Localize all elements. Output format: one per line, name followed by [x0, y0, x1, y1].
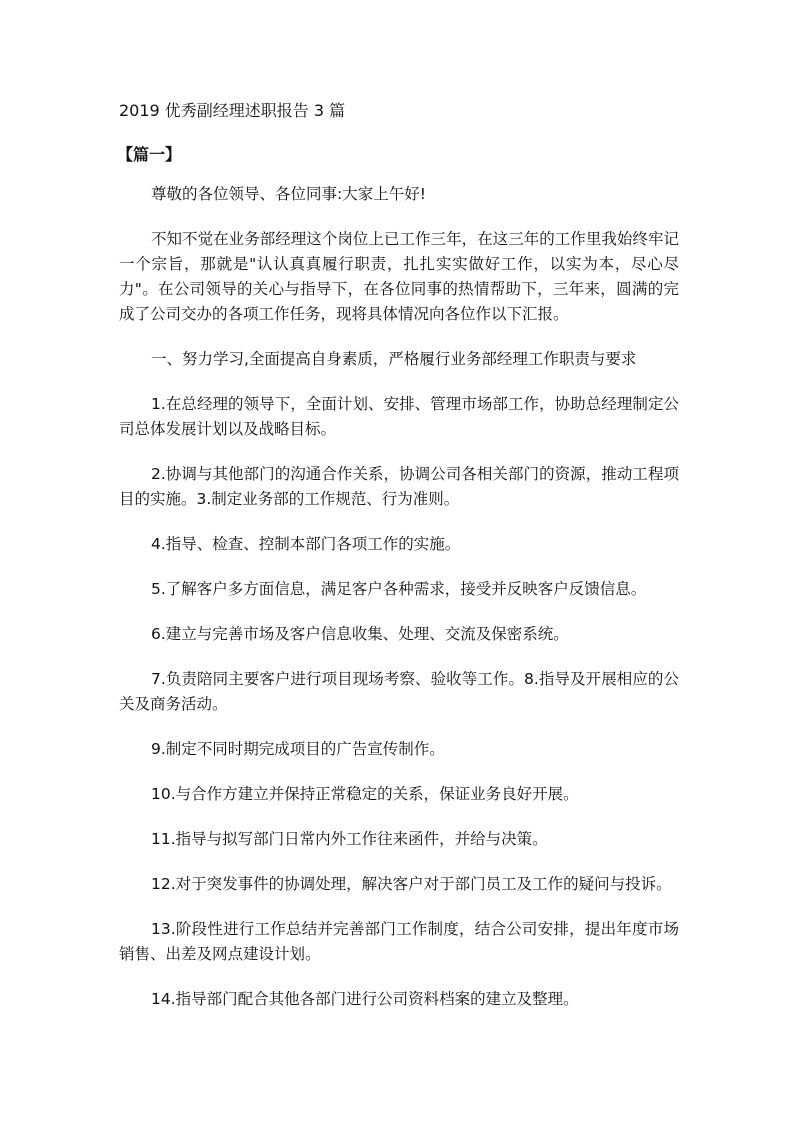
list-item: 1.在总经理的领导下，全面计划、安排、管理市场部工作，协助总经理制定公司总体发展计划以及战略目标。 [119, 395, 679, 438]
list-item: 14.指导部门配合其他各部门进行公司资料档案的建立及整理。 [151, 990, 579, 1008]
intro-paragraph: 不知不觉在业务部经理这个岗位上已工作三年，在这三年的工作里我始终牢记一个宗旨，那就是"认认真真履行职责，扎扎实实做好工作，以实为本，尽心尽力"。在公司领导的关心与指导下，在各位同事的热情帮助下，三年来，圆满的完成了公司交办的各项工作任务，现将具体情况向各位作以下汇报。 [119, 230, 679, 323]
list-item: 12.对于突发事件的协调处理，解决客户对于部门员工及工作的疑问与投诉。 [151, 875, 672, 893]
section-heading-paragraph: 一、努力学习,全面提高自身素质，严格履行业务部经理工作职责与要求 [151, 350, 637, 368]
list-item: 13.阶段性进行工作总结并完善部门工作制度，结合公司安排，提出年度市场销售、出差及网点建设计划。 [119, 920, 679, 963]
list-item: 10.与合作方建立并保持正常稳定的关系，保证业务良好开展。 [151, 785, 579, 803]
list-item: 7.负责陪同主要客户进行项目现场考察、验收等工作。8.指导及开展相应的公关及商务活动。 [119, 670, 679, 713]
list-item: 4.指导、检查、控制本部门各项工作的实施。 [151, 535, 461, 553]
document-body [119, 182, 679, 1032]
list-item: 11.指导与拟写部门日常内外工作往来函件，并给与决策。 [151, 830, 548, 848]
list-item: 6.建立与完善市场及客户信息收集、处理、交流及保密系统。 [151, 625, 569, 643]
greeting-paragraph: 尊敬的各位领导、各位同事:大家上午好! [151, 185, 426, 203]
section-header: 【篇一】 [117, 145, 182, 164]
list-item: 5.了解客户多方面信息，满足客户各种需求，接受并反映客户反馈信息。 [151, 580, 647, 598]
document-title: 2019 优秀副经理述职报告 3 篇 [119, 101, 346, 120]
list-item: 9.制定不同时期完成项目的广告宣传制作。 [151, 740, 445, 758]
list-item: 2.协调与其他部门的沟通合作关系，协调公司各相关部门的资源，推动工程项目的实施。3.制定业务部的工作规范、行为准则。 [119, 465, 679, 508]
